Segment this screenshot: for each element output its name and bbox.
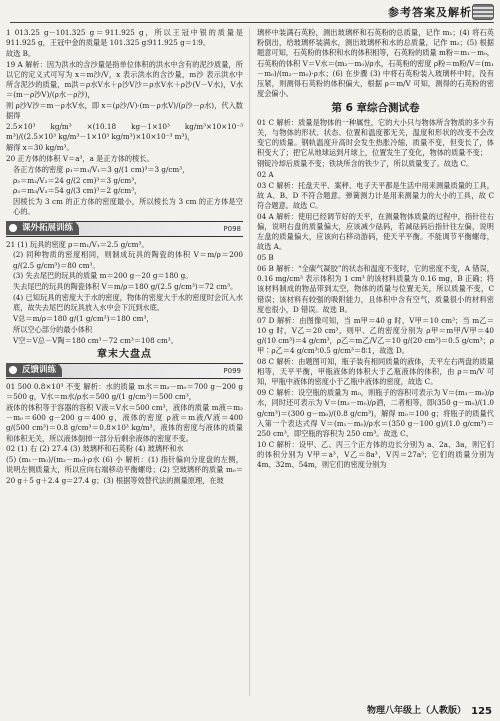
chapter-6-test-title: 第 6 章综合测试卷 <box>331 102 420 115</box>
text-line: (4) 已知玩具的密度大于水的密度，物体的密度大于水的密度时会沉入水底，故失去尾巴的玩具放入水中会下沉到水底。 <box>13 292 243 313</box>
formula-line: V空＝V总－V陶＝180 cm³－72 cm³＝108 cm³。 <box>13 335 178 345</box>
book-logo-icon <box>472 4 494 20</box>
formula-line: ρ₂＝m₂/V₂＝24 g/(2 cm)³＝3 g/cm³， <box>13 175 142 185</box>
section-icon <box>9 366 17 374</box>
section-tab <box>6 363 62 377</box>
answer-item: 06 B 解析：“全碳气凝胶”的状态和温度不变时，它的密度不变，A 错误，0.16 mg/cm³ 表示体积为 1 cm³ 的该材料质量为 0.16 mg，B 正确；将该材料制成的物品带到太空，物体的质量与位置无关，所以质量不变，C 错误；该材料有较强的吸附能力，且体积中含有空气，质量很小的材料密度也很小，D 错误。故选 B。 <box>257 264 494 314</box>
question-02: 02 (1) 右 (2) 27.4 (3) 玻璃杯和石英粉 (4) 玻璃杯和水 <box>6 444 184 454</box>
header-rule <box>10 22 494 23</box>
answer-item: 05 B <box>257 253 274 263</box>
text-line: (5) (m₁－m₀)/(m₂－m₀)·ρ水 (6) 小 解析：(1) 指针偏向分度盘的左侧，说明左侧质量大，所以应向右端移动平衡螺母；(2) 空玻璃杯的质量 m₀＝20 g＋5 g＋2.4 g＝27.4 g；(3) 根据等效替代法的测量原理，在玻 <box>6 455 243 485</box>
right-column <box>257 28 494 696</box>
text-line: 故选 B。 <box>6 49 36 58</box>
answer-item: 04 A 解析：使用已经调节好的天平，在测量物体质量的过程中，指针往右偏，说明右盘的质量偏大，应该减少砝码，若减砝码后指针往左偏，说明左盘的质量偏大，应该向右移动游码，使天平平衡。不能调节平衡螺母，故选 A。 <box>257 211 494 252</box>
answer-item: 03 C 解析：托盘天平、案秤、电子天平都是生活中用来测量质量的工具，故 A、B、D 不符合题意。弹簧测力计是用来测量力的大小的工具，故 C 符合题意。故选 C。 <box>257 180 494 211</box>
answer-item: 钢锭冷却后质量不变；铁块所含的铁少了，所以质量变了。故选 C。 <box>257 159 474 169</box>
text-line: 各正方体的密度 ρ₁＝m₁/V₁＝3 g/(1 cm)³＝3 g/cm³， <box>13 164 190 174</box>
section-tab <box>6 221 79 235</box>
text-line: 解得 x＝30 kg/m³。 <box>6 143 74 153</box>
text-line: 液体的体积等于容器的容积 V液＝V水＝500 cm³，液体的质量 m液＝m₂－m₀＝600 g－200 g＝400 g，液体的密度 ρ液＝m液/V液＝400 g/(500 cm³)＝0.8 g/cm³＝0.8×10³ kg/m³，液体的密度与液体的质量和体积无关，所以液体倒掉一部分后剩余液体的密度不变。 <box>6 402 243 443</box>
text-line: (2) 同种物质的密度相同，则制成玩具的陶瓷的体积 V＝m/ρ＝200 g/(2.5 g/cm³)＝80 cm³。 <box>13 250 243 270</box>
header-title: 参考答案及解析 <box>388 6 472 19</box>
text-line: 璃杯中装满石英粉，测出玻璃杯和石英粉的总质量，记作 m₁；(4) 将石英粉倒出，给玻璃杯装满水，测出玻璃杯和水的总质量，记作 m₂；(5) 根据题意可知，石英粉的体积和水的体积相等，石英粉的质量 m粉＝m₁－m₀，石英粉的体积 V＝V水＝(m₂－m₀)/ρ水，石英粉的密度 ρ粉＝m粉/V＝(m₁－m₀)/(m₂－m₀)·ρ水；(6) 在步骤 (3) 中将石英粉装入玻璃杯中时，没有压紧，则测得石英粉的体积偏大，根据 ρ＝m/V 可知，测得的石英粉的密度会偏小。 <box>257 28 494 99</box>
answer-item: 10 C 解析：设甲、乙、丙三个正方体的边长分别为 a、2a、3a，则它们的体积分别为 V甲＝a³，V乙＝8a³，V丙＝27a³；它们的质量分别为 4m、32m、54m，则它们的密度分别为 <box>257 439 494 470</box>
text-line: (3) 失去尾巴的玩具的质量 m＝200 g－20 g＝180 g。 <box>13 271 193 281</box>
section-page-ref: P098 <box>223 224 241 233</box>
column-divider <box>249 28 250 696</box>
answer-item: 02 A <box>257 169 274 179</box>
section-label: 反馈训练 <box>22 364 57 375</box>
answer-item: 07 D 解析：由图像可知，当 m甲＝40 g 时，V甲＝10 cm³；当 m乙＝10 g 时，V乙＝20 cm³，则甲、乙的密度分别为 ρ甲＝m甲/V甲＝40 g/(10 cm³)＝4 g/cm³，ρ乙＝m乙/V乙＝10 g/(20 cm³)＝0.5 g/cm³；ρ甲∶ρ乙＝4 g/cm³∶0.5 g/cm³＝8∶1，故选 D。 <box>257 315 494 356</box>
text-line: 因棱长为 3 cm 的正方体的密度最小，所以棱长为 3 cm 的正方体是空心的。 <box>13 197 243 217</box>
text-line: 所以空心部分的最小体积 <box>13 324 93 334</box>
question-21: 21 (1) 玩具的密度 ρ＝m₁/V₁＝2.5 g/cm³。 <box>6 239 149 249</box>
page-number: 125 <box>471 706 492 717</box>
text-line: 失去尾巴的玩具的陶瓷体积 V＝m/ρ＝180 g/(2.5 g/cm³)＝72 cm³。 <box>13 282 238 292</box>
formula-line: 2.5×10³ kg/m³ ×(10.18 kg－1×10³ kg/m³×10×10⁻³ m³)/((2.5×10³ kg/m³－1×10³ kg/m³)×10×10⁻³ m³)， <box>6 122 243 142</box>
page-footer <box>0 699 500 721</box>
section-icon <box>9 224 17 232</box>
section-page-ref: P099 <box>223 366 241 375</box>
page-header <box>0 0 500 26</box>
text-line: 则 ρ沙V沙＝m－ρ水V水，即 x＝(ρ沙/V)·(m－ρ水V)/(ρ沙－ρ水)，代入数据得 <box>6 101 243 121</box>
section-header-feedback <box>6 363 243 379</box>
left-column <box>6 28 243 696</box>
formula-line: V总＝m/ρ＝180 g/(1 g/cm³)＝180 cm³， <box>13 313 154 323</box>
answer-item: 01 C 解析：质量是物体的一种属性，它的大小只与物体所含物质的多少有关，与物体的形状、状态、位置和温度都无关，温度和形状的改变不会改变它的质量。钢轨温度升高时会发生热胀冷缩，质量不变，但变长了，体积变大了；把它从地球运到月球上，位置发生了变化，物体的质量不变； <box>257 117 494 158</box>
section-header-extension <box>6 221 243 237</box>
answer-item: 09 C 解析：设空瓶的质量为 m₀，则瓶子的容积可表示为 V＝(m₁－m₀)/ρ水，同时还可表示为 V＝(m₂－m₀)/ρ酒，二者相等，即(350 g－m₀)/(1.0 g/cm³)＝(300 g－m₀)/(0.8 g/cm³)，解得 m₀＝100 g；将瓶子的质量代入第一个表达式得 V＝(m₁－m₀)/ρ水＝(350 g－100 g)/(1.0 g/cm³)＝250 cm³，即空瓶的容积为 250 cm³。故选 C。 <box>257 388 494 439</box>
text-line: 1 013.25 g－101.325 g＝911.925 g，所以王冠中银的质量是 911.925 g，王冠中金的质量是 101.325 g∶911.925 g＝1∶9。 <box>6 28 243 48</box>
question-19: 19 A 解析：因为洪水的含沙量是指单位体积的洪水中含有的泥沙质量，所以它的定义式可写为 x＝m沙/V，x 表示洪水的含沙量，m沙 表示洪水中所含泥沙的质量，m洪＝ρ水V水＋ρ沙V沙＝ρ水V水＋ρ沙(V－V水)，V水＝(m－ρ沙V)/(ρ水－ρ沙)， <box>6 59 243 100</box>
chapter-summary-title: 章末大盘点 <box>97 348 152 360</box>
footer-book-title: 物理八年级上（人教版） <box>366 706 466 716</box>
answer-item: 08 C 解析：由题图可知，瓶子装有相同质量的液体，天平左右两盘的质量相等，天平平衡，甲瓶液体的体积大于乙瓶液体的体积，由 ρ＝m/V 可知，甲瓶中液体的密度小于乙瓶中液体的密度，故选 C。 <box>257 357 494 387</box>
question-20: 20 正方体的体积 V＝a³，a 是正方体的棱长。 <box>6 154 154 163</box>
section-label: 课外拓展训练 <box>22 222 74 233</box>
question-01: 01 500 0.8×10³ 不变 解析：水的质量 m水＝m₂－m₀＝700 g－200 g＝500 g，V水＝m水/ρ水＝500 g/(1 g/cm³)＝500 cm³， <box>6 381 243 402</box>
formula-line: ρ₃＝m₃/V₃＝54 g/(3 cm)³＝2 g/cm³， <box>13 186 142 196</box>
